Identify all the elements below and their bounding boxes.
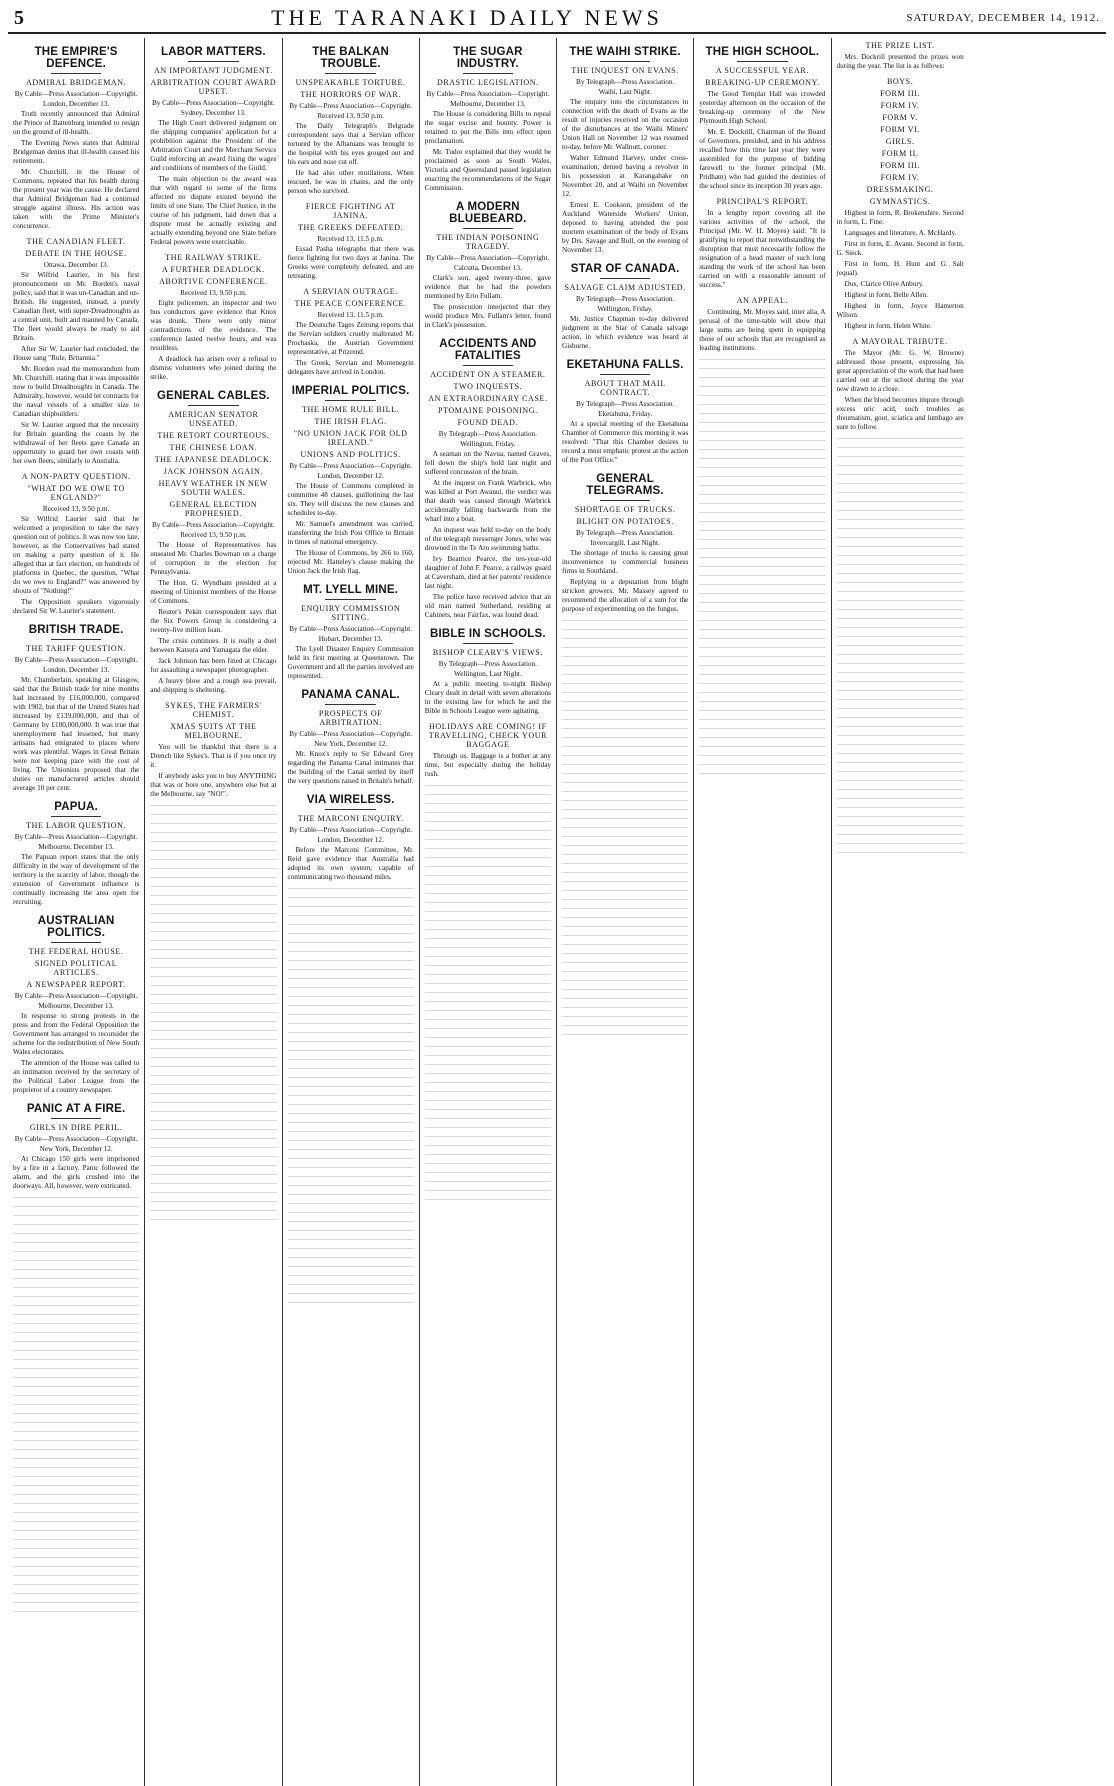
article-credit: By Cable—Press Association—Copyright. [289,102,413,110]
article-headline: PANAMA CANAL. [301,689,400,701]
article-subhead: "NO UNION JACK FOR OLD IRELAND." [293,429,408,447]
article-subhead: THE CHINESE LOAN. [169,443,258,452]
article-subhead: THE INQUEST ON EVANS. [571,66,679,75]
headline-rule [463,228,514,229]
article-subhead: UNIONS AND POLITICS. [300,450,401,459]
article-headline: IMPERIAL POLITICS. [291,385,410,397]
article-paragraph: Mr. E. Dockrill, Chairman of the Board of Governors, presided, and in his address recalled how this time last year they were assembled for the purpose of bidding farewell to the former principal (Mr. Pridham) who had guided the destinies of the school since its inception 30 years ago. [699,128,826,190]
article-paragraph: The Good Templar Hall was crowded yesterday afternoon on the occasion of the breaking-up ceremony of the New Plymouth High School. [699,90,826,125]
article-paragraph: Sir Wilfrid Laurier, in his first pronouncement on Mr. Borden's naval policy, said that it was un-Canadian and un-British. He suggested, instead, a purely Canadian fleet, with super-Dreadnoughts as a central unit, built and manned by Canada. The fleet would always be ready to aid Britain. [13,271,140,342]
article-dateline: New York, December 12. [39,1145,113,1153]
article [562,263,688,351]
article [288,584,414,681]
article [425,201,551,330]
news-column [145,38,282,1786]
news-column [694,38,831,1786]
article-subhead: BISHOP CLEARY'S VIEWS. [432,648,543,657]
article [13,801,139,907]
article-dateline: Melbourne, December 13. [38,843,114,851]
article-paragraph: The Mayor (Mr. G. W. Browne) addressed those present, expressing his great appreciation of the work that had been carried out at the school during the year now drawn to a close. [836,349,964,393]
article-credit: By Cable—Press Association—Copyright. [289,826,413,834]
article-dateline: Received 13, 9.50 p.m. [42,505,110,513]
article-paragraph: Through us. Baggage is a bother at any time, but especially during the holiday rush. [424,752,551,778]
article-subhead: FOUND DEAD. [457,418,519,427]
article [837,41,964,71]
article-subhead: SIGNED POLITICAL ARTICLES. [34,959,118,977]
article-credit: By Telegraph—Press Association. [438,430,537,438]
article-paragraph: Sir W. Laurier argued that the necessity for Britain guarding the coasts by the withdrawal of her fleets gave Canada an opportunity to guard her own coasts with her own fleets, similarly to Australia. [13,421,140,465]
article-paragraph: Highest in form, Helen White. [844,322,932,330]
article-paragraph: Mrs. Dockrill presented the prizes won during the year. The list is as follows: [836,53,964,70]
article-subhead: UNSPEAKABLE TORTURE. [295,78,406,87]
article-subhead: A NON-PARTY QUESTION. [21,472,131,481]
issue-date: SATURDAY, DECEMBER 14, 1912. [906,12,1100,24]
article [562,46,688,255]
article-subhead: FORM VI. [880,125,921,134]
article-headline: VIA WIRELESS. [306,794,395,806]
article-subhead: THE TARIFF QUESTION. [25,644,127,653]
news-column [420,38,557,1786]
article-headline: A MODERN BLUEBEARD. [449,201,527,225]
article [699,46,825,191]
article-paragraph: Before the Marconi Committee, Mr. Reid gave evidence that Australia had adopted its own system, capable of communicating two thousand miles. [287,846,414,881]
article-paragraph: A seaman on the Navua, named Graves, fell down the ship's hold last night and suffered concussion of the brain. [424,450,551,476]
article-paragraph: The House of Representatives has unseated Mr. Charles Bowman on a charge of corruption in the election for Pennsylvania. [150,541,277,576]
article-credit: By Cable—Press Association—Copyright. [289,625,413,633]
headline-rule [463,73,514,74]
article-subhead: AMERICAN SENATOR UNSEATED. [168,410,259,428]
article [13,915,139,1095]
article-paragraph: Mr. Borden read the memorandum from Mr. Churchill, stating that it was impossible now to build Dreadnoughts in Canada. The Admiralty, however, would let contracts for the naval vessels of a smaller size to Canadian shipbuilders. [13,365,140,418]
article-headline: THE BALKAN TROUBLE. [312,46,389,70]
article-paragraph: Walter Edmund Harvey, under cross-examination, denied having a revolver in his possession at Karangahake on November 20, and at Waihi on November 12. [562,154,689,198]
article-credit: By Telegraph—Press Association. [576,78,675,86]
article-subhead: GYMNASTICS. [869,197,931,206]
article [13,472,139,616]
article-subhead: ARBITRATION COURT AWARD UPSET. [150,78,277,96]
article-headline: STAR OF CANADA. [570,263,680,275]
article-subhead: BOYS. [886,77,914,86]
article-subhead: TWO INQUESTS. [453,382,523,391]
article-credit: By Cable—Press Association—Copyright. [14,992,138,1000]
article-subhead: PROSPECTS OF ARBITRATION. [318,709,383,727]
article [150,46,276,247]
article-dateline: Received 13, 11.5 p.m. [317,311,384,319]
article-subhead: FIERCE FIGHTING AT JANINA. [305,202,396,220]
article-subhead: THE JAPANESE DEADLOCK. [154,455,272,464]
article-subhead: ENQUIRY COMMISSION SITTING. [301,604,401,622]
article [150,390,276,695]
article-subhead: ADMIRAL BRIDGEMAN. [25,78,127,87]
article-paragraph: In a lengthy report covering all the various activities of the school, the Principal (Mr. W. H. Moyes) said: "It is gratifying to report that notwithstanding the disruption that must necessarily follow the resignation of a head master of such long standing the work of the school has been carried on with a reasonable amount of success." [699,209,826,289]
article [288,202,414,281]
article-paragraph: At a public meeting to-night Bishop Cleary dealt in detail with seven alterations in the existing law for which he and the Bible in Schools League were agitating. [424,680,551,715]
article-paragraph: Mr. Chamberlain, speaking at Glasgow, said that the British trade for nine months had increased by £16,000,000, compared with 1902, but that of the United States had increased by £139,000,000, and that of Germany by £180,000,000. It was true that unemployment had lessened, but many artisans had emigrated to places where work was plentiful. Wages in Great Britain were not keeping pace with the cost of living. The Unionists proposed that the duties on manufactured articles should average 10 per cent. [13,676,140,792]
article [699,296,825,353]
article-headline: PAPUA. [54,801,99,813]
illegible-column-text [562,620,688,1040]
article-dateline: Hobart, December 13. [318,635,383,643]
article-subhead: A SUCCESSFUL YEAR. [715,66,809,75]
article-paragraph: Reuter's Pekin correspondent says that the Six Powers Group is considering a twenty-five million loan. [150,608,277,634]
article [288,46,414,196]
article-subhead: PTOMAINE POISONING. [438,406,538,415]
article-subhead: AN APPEAL. [736,296,789,305]
article [425,338,551,620]
article-paragraph: Jack Johnson has been fined at Chicago for assaulting a newspaper photographer. [150,657,277,674]
article-subhead: A NEWSPAPER REPORT. [26,980,126,989]
article-paragraph: The House of Commons completed in committee 48 clauses, guillotining the last six. They will discuss the new clauses and schedules to-day. [287,482,414,517]
article-subhead: DRASTIC LEGISLATION. [436,78,539,87]
headline-rule [325,809,376,810]
article-subhead: HEAVY WEATHER IN NEW SOUTH WALES. [158,479,269,497]
article [562,473,688,614]
article-subhead: THE FEDERAL HOUSE. [28,947,124,956]
article-subhead: ABOUT THAT MAIL CONTRACT. [584,379,666,397]
article-paragraph: A heavy blow and a rough sea prevail, and shipping is sheltering. [150,677,277,694]
article-credit: By Cable—Press Association—Copyright. [14,656,138,664]
article-dateline: Waihi, Last Night. [598,88,652,96]
headline-rule [463,365,514,366]
article-subhead: FORM IV. [880,173,920,182]
article-subhead: HOLIDAYS ARE COMING! IF TRAVELLING, CHECK YOUR BAGGAGE [428,722,548,749]
article-paragraph: The Daily Telegraph's Belgrade correspondent says that a Servian officer tortured by the Albanians was brought to the hospital with his eyes gouged out and his ears and nose cut off. [287,122,414,166]
article-headline: EKETAHUNA FALLS. [566,359,684,371]
headline-rule [325,73,376,74]
article-paragraph: The police have received advice that an old man named Sutherland, residing at Cabinets, near Fairfax, was found dead. [424,593,551,619]
article-dateline: Invercargill, Last Night. [590,539,660,547]
article [13,1103,139,1191]
article-paragraph: Languages and literature, A. McHardy. [844,229,957,237]
article-credit: By Telegraph—Press Association. [576,295,675,303]
article-subhead: THE HOME RULE BILL. [302,405,400,414]
headline-rule [51,1118,102,1119]
article-subhead: JACK JOHNSON AGAIN. [163,467,263,476]
article-dateline: Melbourne, December 13. [450,100,526,108]
article-subhead: SHORTAGE OF TRUCKS. [574,505,676,514]
article-headline: ACCIDENTS AND FATALITIES [439,338,537,362]
article-dateline: Ottawa, December 13. [43,261,109,269]
article-paragraph: Mr. Churchill, in the House of Commons, repeated that his health during the present year was the cause. He declared that Admiral Bridgeman had a continual struggle against illness. His action was taken with the Prime Minister's concurrence. [13,168,140,230]
article-dateline: London, December 13. [42,666,110,674]
article-paragraph: The Greek, Servian and Montenegrin delegates have arrived in London. [287,359,414,376]
news-columns [8,38,1106,1786]
headline-rule [325,599,376,600]
article-subhead: GENERAL ELECTION PROPHESIED. [169,500,258,518]
article-paragraph: The Opposition speakers vigorously declared Sir W. Laurier's statement. [13,598,140,615]
article-paragraph: The House of Commons, by 266 to 160, rejected Mr. Hatteley's clause making the Union Jack the Irish flag. [287,549,414,575]
article-dateline: London, December 12. [317,836,384,844]
article-paragraph: Mr. Tudor explained that they would be proclaimed as soon as South Wales, Victoria and Queensland passed legislation enacting the recommendations of the Sugar Commission. [424,148,551,192]
article-subhead: A SERVIAN OUTRAGE. [303,287,398,296]
article-subhead: ACCIDENT ON A STEAMER. [430,370,546,379]
article [288,689,414,786]
article-subhead: THE LABOR QUESTION. [26,821,127,830]
headline-rule [51,942,102,943]
article-paragraph: At Chicago 150 girls were imprisoned by a fire in a factory. Panic followed the alarm, and the girls crushed into the doorways. All, however, were extricated. [13,1155,140,1190]
article-paragraph: Highest in form, R. Brokenshire. Second in form, L. Fine. [836,209,964,226]
headline-rule [188,61,239,62]
article-paragraph: The attention of the House was called to an intimation received by the secretary of the Political Labor League from the proprietor of a country newspaper. [13,1059,140,1094]
headline-rule [51,73,102,74]
article-paragraph: The High Court delivered judgment on the shipping companies' application for a prohibition against the President of the Arbitration Court and the Merchant Service Guild enforcing an award fixing the wages and conditions of members of the Guild. [150,119,277,172]
article-paragraph: Mr. Justice Chapman to-day delivered judgment in the Star of Canada salvage action, in which evidence was heard at Gisborne. [562,315,689,350]
illegible-column-text [150,805,276,1225]
article-credit: By Telegraph—Press Association. [576,529,675,537]
article [288,794,414,882]
article-subhead: SALVAGE CLAIM ADJUSTED. [564,283,686,292]
paper-name: THE TARANAKI DAILY NEWS [271,5,663,30]
article-paragraph: Essad Pasha telegraphs that there was fierce fighting for two days at Janina. The Greeks were completely defeated, and are retreating. [287,245,414,280]
article-subhead: THE PEACE CONFERENCE. [294,299,407,308]
article-subhead: DRESSMAKING. [866,185,934,194]
article-subhead: AN IMPORTANT JUDGMENT. [154,66,273,75]
article-paragraph: First in form, E. Avann. Second in form, G. Steck. [836,240,964,257]
article [425,628,551,716]
article-paragraph: The Evening News states that Admiral Bridgeman denies that ill-health caused his retirement. [13,139,140,165]
article [699,197,825,290]
news-column [283,38,420,1786]
article-subhead: THE IRISH FLAG. [314,417,387,426]
article-paragraph: He had also other mutilations. When rescued, he was in chains, and the only person who survived. [287,169,414,195]
article [425,722,551,779]
article-paragraph: The Deutsche Tages Zeitung reports that the Servian soldiers cruelly maltreated M. Prochaska, the Austrian Government representative, at Prizrend. [287,321,414,356]
article-dateline: New York, December 12. [314,740,388,748]
article-paragraph: You will be thankful that there is a Drench like Sykes's. That is if you once try it. [150,743,277,769]
article [13,624,139,793]
article-credit: By Cable—Press Association—Copyright. [151,521,275,529]
illegible-column-text [699,359,825,779]
article-paragraph: Continuing, Mr. Moyes said, inter alia, A perusal of the time-table will show that large sums are being spent in equipping those of our schools that are recognised as leading institutions. [699,308,826,352]
article-headline: LABOR MATTERS. [160,46,266,58]
article [13,237,139,466]
article-dateline: London, December 13. [42,100,110,108]
article-paragraph: After Sir W. Laurier had concluded, the House sang "Rule, Britannia." [13,345,140,362]
headline-rule [325,704,376,705]
article-credit: By Telegraph—Press Association. [576,400,675,408]
article-paragraph: If anybody asks you to buy ANYTHING that was or bore one, anywhere else but at the Melbourne, say "NO!". [150,772,277,798]
headline-rule [463,643,514,644]
article [150,253,276,382]
article-credit: By Cable—Press Association—Copyright. [289,462,413,470]
article-dateline: London, December 12. [317,472,384,480]
page-number: 5 [14,6,24,29]
article-paragraph: The prosecution interjected that they would produce Mrs. Fullam's letter, found in Clark's possession. [424,303,551,329]
article [288,287,414,377]
article-paragraph: Truth recently announced that Admiral the Prince of Battenburg intended to resign on the ground of ill-health. [13,110,140,136]
article-subhead: PRINCIPAL'S REPORT. [716,197,809,206]
article-subhead: BLIGHT ON POTATOES. [576,517,674,526]
article [425,46,551,193]
article-subhead: AN EXTRAORDINARY CASE. [428,394,548,403]
article-headline: GENERAL TELEGRAMS. [586,473,664,497]
illegible-column-text [13,1197,139,1617]
article-subhead: XMAS SUITS AT THE MELBOURNE. [170,722,257,740]
article-subhead: ABORTIVE CONFERENCE. [159,277,268,286]
article-subhead: THE INDIAN POISONING TRAGEDY. [436,233,540,251]
article-paragraph: Mr. Knox's reply to Sir Edward Grey regarding the Panama Canal intimates that the building of the Canal settled by itself the very questions raised in Britain's behalf. [287,750,414,785]
article-paragraph: The House is considering Bills to repeal the sugar excise and bounty. Power is retained to put the Bills into effect upon proclamation. [424,110,551,145]
article-paragraph: Dux, Clarice Olive Anbury. [844,280,924,288]
article-headline: THE EMPIRE'S DEFENCE. [34,46,118,70]
article [288,385,414,576]
article-subhead: THE RETORT COURTEOUS. [157,431,270,440]
illegible-column-text [837,438,964,858]
article-paragraph: When the blood becomes impure through excess uric acid, such troubles as rheumatism, gout, sciatica and lumbago are sure to follow. [836,396,964,431]
article [150,701,276,799]
article-subhead: THE HORRORS OF WAR. [300,90,401,99]
article-subhead: FORM III. [880,161,921,170]
article [13,46,139,231]
headline-rule [51,639,102,640]
news-column [832,38,969,1786]
article-paragraph: Clark's son, aged twenty-three, gave evidence that he had the powders mentioned by Erio Fullam. [424,274,551,300]
article-paragraph: Replying to a deputation from blight stricken growers, Mr. Massey agreed to recommend the allocation of a sum for the purpose of experimenting on the fungus. [562,578,689,613]
article-paragraph: Ernest E. Cookson, president of the Auckland Waterside Workers' Union, deposed to having attended the post mortem examination of the body of Evans by Drs. Savage and Bull, on the evening of November 13. [562,201,689,254]
article-paragraph: The Hon. G. Wyndham presided at a meeting of Unionist members of the House of Commons. [150,579,277,605]
article-credit: By Cable—Press Association—Copyright. [426,90,550,98]
article-headline: BIBLE IN SCHOOLS. [429,628,546,640]
article-dateline: Calcutta, December 13. [453,264,522,272]
headline-rule [600,500,651,501]
article-dateline: Received 13, 11.5 p.m. [317,235,384,243]
headline-rule [51,816,102,817]
article-paragraph: The shortage of trucks is causing great inconvenience to commercial business firms in Southland. [562,549,689,575]
article-paragraph: The Papuan report states that the only difficulty in the way of development of the territory is the scarcity of labor, though the extension of Government influence is continually increasing the area open for recruiting. [13,853,140,906]
illegible-column-text [288,888,414,1308]
article-subhead: THE MARCONI ENQUIRY. [297,814,404,823]
article-headline: THE WAIHI STRIKE. [569,46,681,58]
article-subhead: GIRLS. [885,137,915,146]
article-dateline: Wellington, Last Night. [454,670,522,678]
article-subhead: BREAKING-UP CEREMONY. [705,78,820,87]
article-paragraph: Mr. Samuel's amendment was carried, transferring the Irish Post Office to Britain in times of national emergency. [287,520,414,546]
article-paragraph: An inquest was held to-day on the body of the telegraph messenger Jones, who was drowned in the Te Aro swimming baths. [424,526,551,552]
article [837,77,964,331]
article-dateline: Eketahuna, Friday. [598,410,653,418]
article-credit: By Cable—Press Association—Copyright. [289,730,413,738]
article-headline: PANIC AT A FIRE. [26,1103,126,1115]
article-subhead: GIRLS IN DIRE PERIL. [29,1123,123,1132]
article-headline: THE HIGH SCHOOL. [705,46,820,58]
article-dateline: Sydney, December 13. [180,109,246,117]
article-credit: By Telegraph—Press Association. [438,660,537,668]
article-paragraph: A deadlock has arisen over a refusal to dismiss volunteers who joined during the strike. [150,355,277,381]
article-subhead: FORM IV. [880,101,920,110]
article-paragraph: Eight policemen, an inspector and two bus conductors gave evidence that Knox was drunk. There were only minor contradictions of the evidence. The conference lasted twelve hours, and was resultless. [150,299,277,352]
article-paragraph: Sir Wilfrid Laurier said that he welcomed a proposition to take the navy question out of politics. It was now too late, however, as the Conservatives had stated on making a party question of it. He alleged that at fact election, on hundreds of platforms in Quebec, the question, "What do we owe to England?" was answered by shouts of "Nothing!" [13,515,140,595]
article-credit: By Cable—Press Association—Copyright. [14,90,138,98]
article-subhead: "WHAT DO WE OWE TO ENGLAND?" [27,484,125,502]
article-headline: AUSTRALIAN POLITICS. [37,915,115,939]
article-credit: By Cable—Press Association—Copyright. [14,833,138,841]
article-paragraph: Highest in form, Belle Allen. [844,291,928,299]
article-paragraph: In response to strong protests in the press and from the Federal Opposition the Government has arranged to reconsider the scheme for the redistribution of New South Wales electorates. [13,1012,140,1056]
article-credit: By Cable—Press Association—Copyright. [426,254,550,262]
article-paragraph: Highest in form, Joyce Hamerton Wilson. [836,302,964,319]
article-subhead: THE PRIZE LIST. [865,41,935,50]
article-dateline: Wellington, Friday. [460,440,516,448]
article [562,359,688,465]
illegible-column-text [425,785,551,1205]
headline-rule [600,278,651,279]
article-headline: GENERAL CABLES. [157,390,270,402]
article-paragraph: The enquiry into the circumstances in connection with the death of Evans as the result of injuries received on the occasion of the disturbances at the Waihi Miners' Union Hall on November 12 was resumed to-day, before Mr. Wallnutt, coroner. [562,98,689,151]
article-headline: BRITISH TRADE. [28,624,124,636]
news-column [8,38,145,1786]
article-subhead: THE RAILWAY STRIKE. [165,253,262,262]
article-dateline: Received 13, 9.50 p.m. [317,112,384,120]
article-subhead: FORM III. [880,89,921,98]
article-credit: By Cable—Press Association—Copyright. [14,1135,138,1143]
article-subhead: A MAYORAL TRIBUTE. [852,337,948,346]
headline-rule [600,61,651,62]
article-paragraph: At the inquest on Frank Warbrick, who was killed at Port Awanui, the verdict was that death was caused through Warbrick accidentally falling backwards from the wharf into a boat. [424,479,551,523]
article-subhead: SYKES, THE FARMERS' CHEMIST. [165,701,262,719]
headline-rule [737,61,788,62]
article-credit: By Cable—Press Association—Copyright. [151,99,275,107]
article-subhead: FORM II. [881,149,919,158]
article-dateline: Received 13, 9.50 p.m. [180,289,247,297]
headline-rule [188,405,239,406]
article-subhead: THE CANADIAN FLEET. [26,237,126,246]
article [837,337,964,432]
article-subhead: DEBATE IN THE HOUSE. [25,249,127,258]
article-subhead: A FURTHER DEADLOCK. [162,265,265,274]
article-paragraph: First in form, H. Hunt and G. Salt (equal). [836,260,964,277]
headline-rule [600,374,651,375]
article-subhead: THE GREEKS DEFEATED. [298,223,404,232]
article-dateline: Received 13, 9.50 p.m. [180,531,247,539]
article-dateline: Wellington, Friday. [597,305,653,313]
article-dateline: Melbourne, December 13. [38,1002,114,1010]
article-paragraph: At a special meeting of the Eketahuna Chamber of Commerce this morning it was resolved: "That this Chamber desires to record a most emphatic protest at the action of the Post Office." [562,420,689,464]
article-headline: THE SUGAR INDUSTRY. [453,46,523,70]
article-subhead: FORM V. [882,113,918,122]
article-paragraph: Ivy Beatrice Pearce, the ten-year-old daughter of John F. Pearce, a railway guard at Caversham, died at her parents' residence last night. [424,555,551,590]
masthead [8,4,1106,34]
article-paragraph: The Lyell Disaster Enquiry Commission held its first meeting at Queenstown. The Government and all the parties involved are represented. [287,645,414,680]
article-headline: MT. LYELL MINE. [303,584,399,596]
article-paragraph: The crisis continues. It is really a duel between Katsura and Yamagata the elder. [150,637,277,654]
headline-rule [325,400,376,401]
article-paragraph: The main objection to the award was that with regard to some of the firms affected no dispute existed beyond the limits of one State. The Chief Justice, in the course of his judgment, laid down that a dispute must be actually existing and actually extending beyond one State before Federal powers were exercisable. [150,175,277,246]
news-column [557,38,694,1786]
